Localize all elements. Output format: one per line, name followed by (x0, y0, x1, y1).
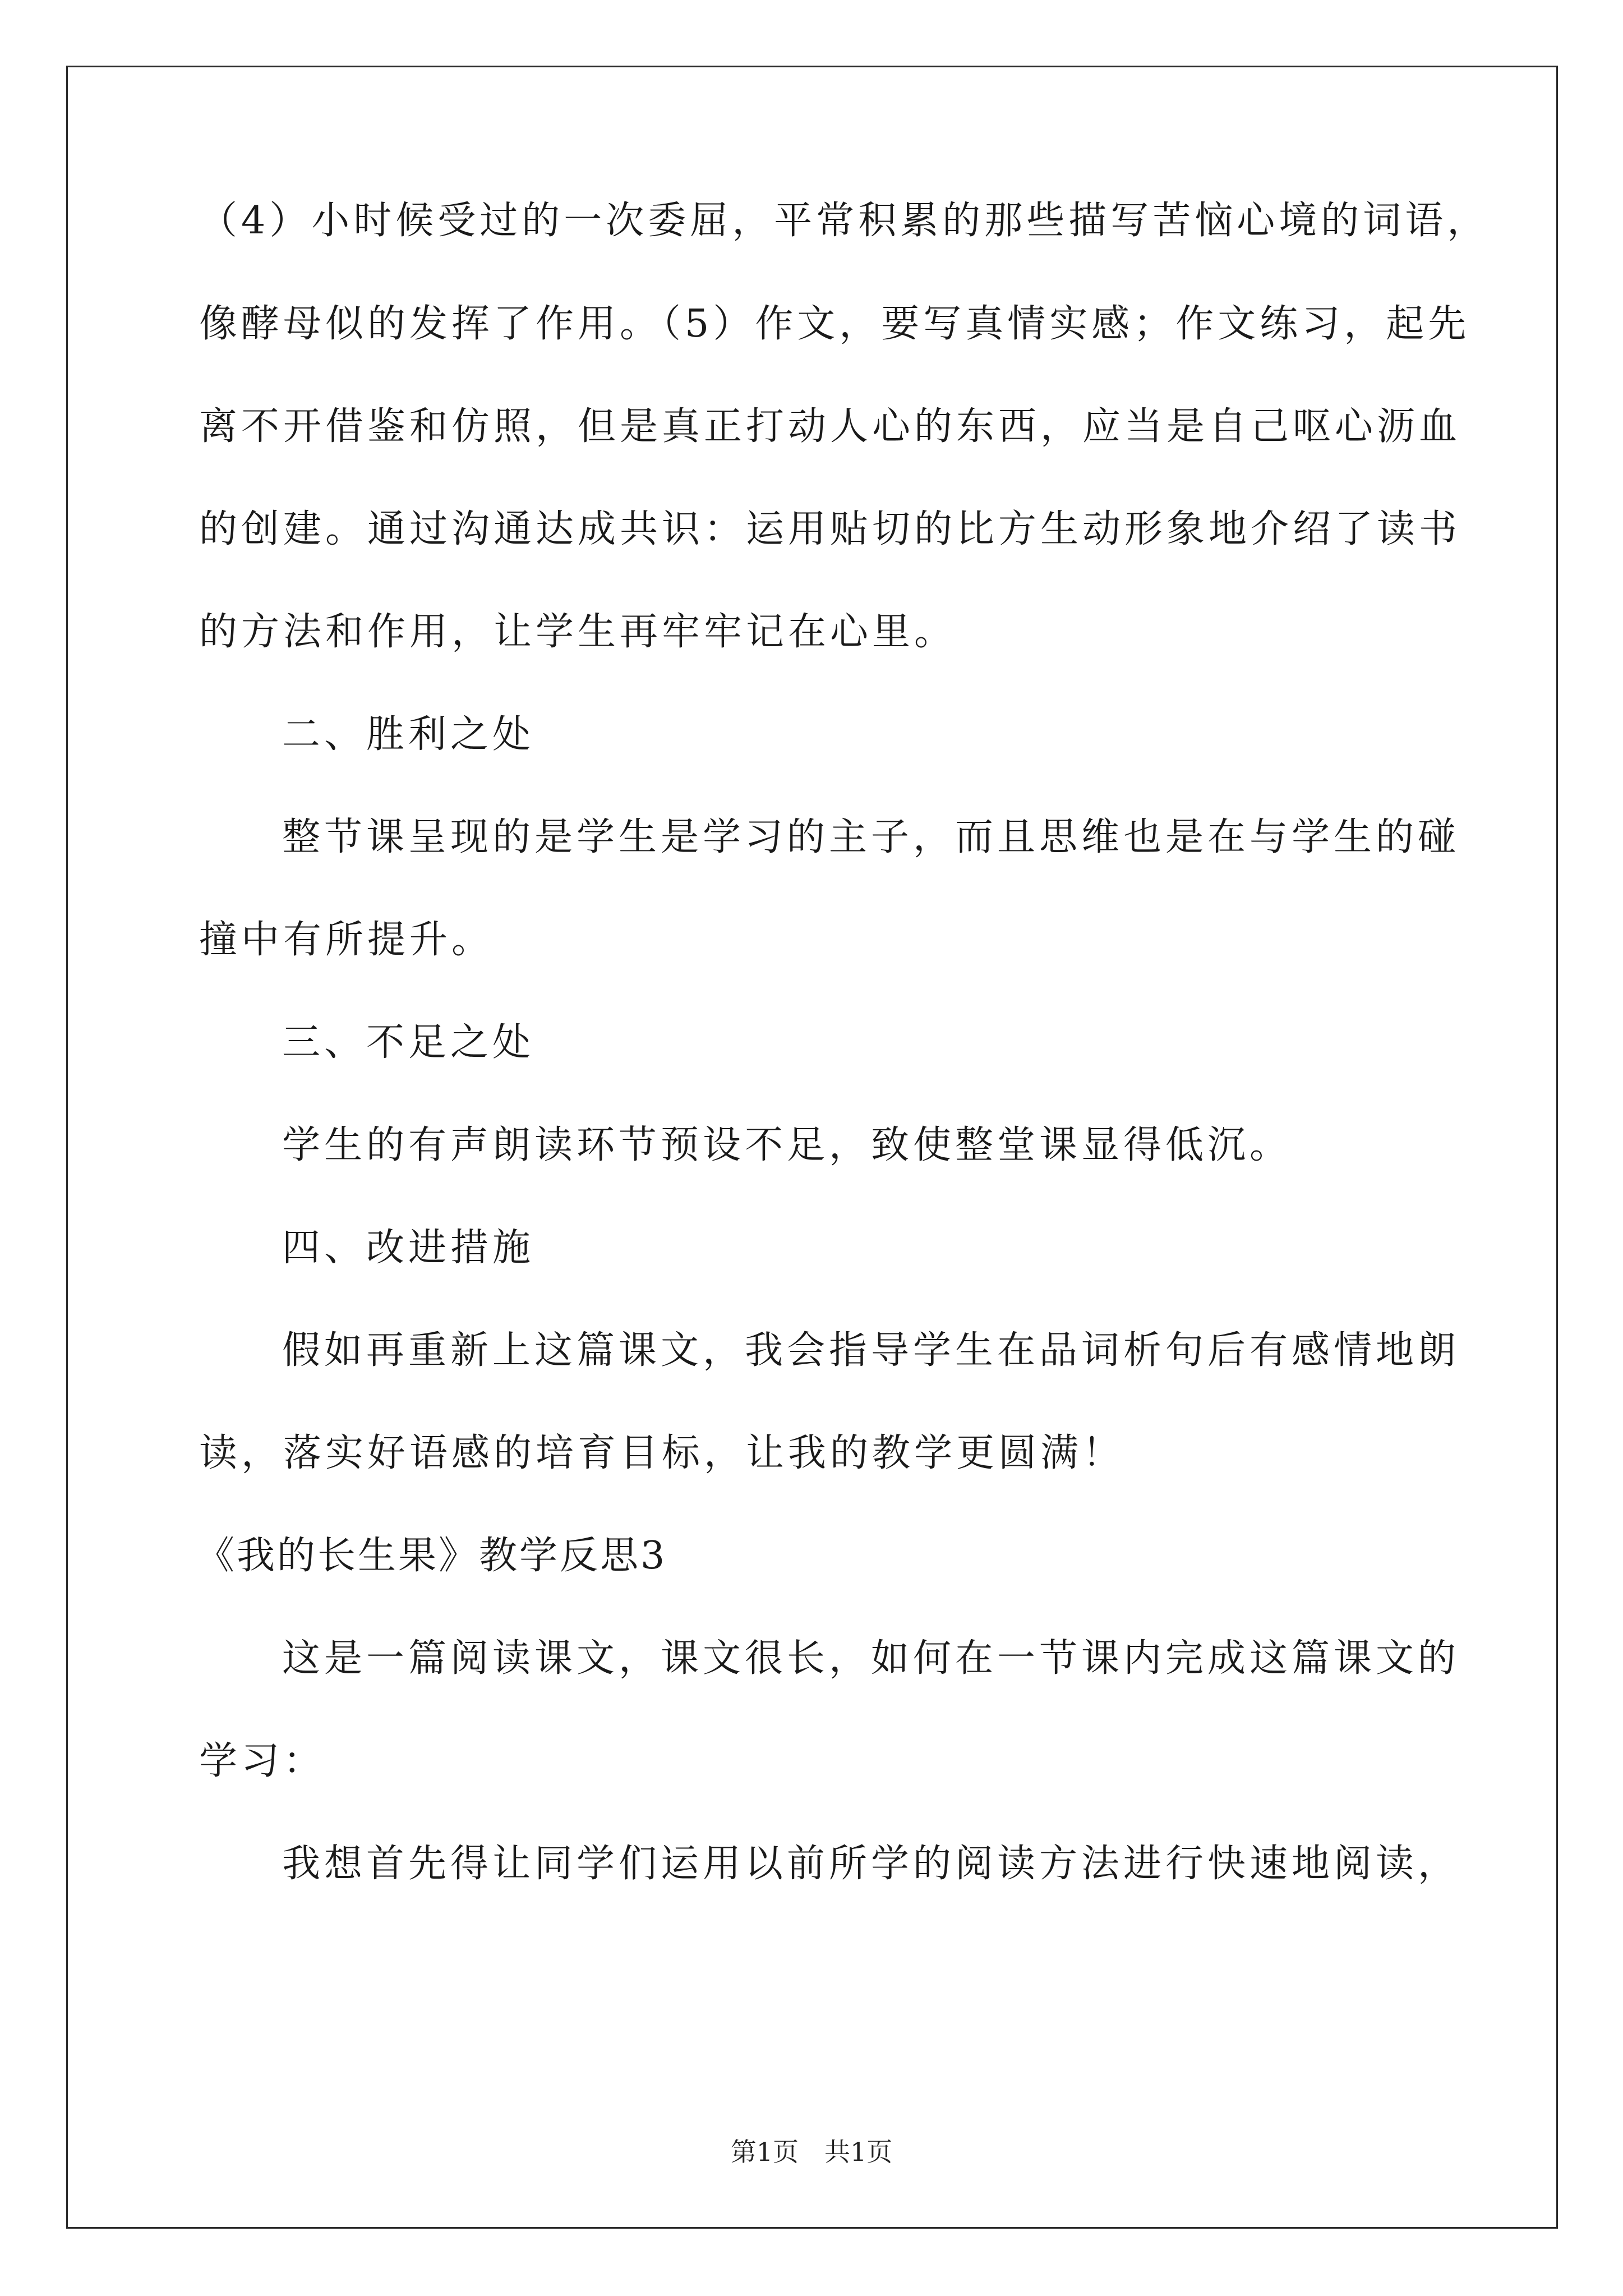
paragraph-line: 的方法和作用，让学生再牢牢记在心里。 (199, 610, 957, 654)
section-heading: 三、不足之处 (282, 1020, 535, 1065)
paragraph-line: 我想首先得让同学们运用以前所学的阅读方法进行快速地阅读， (282, 1842, 1460, 1886)
paragraph-line: 离不开借鉴和仿照，但是真正打动人心的东西，应当是自己呕心沥血 (199, 404, 1461, 449)
page-footer: 第1页 共1页 (730, 2137, 893, 2167)
paragraph-line: 的创建。通过沟通达成共识：运用贴切的比方生动形象地介绍了读书 (199, 507, 1461, 551)
article-title: 《我的长生果》教学反思3 (196, 1534, 667, 1578)
paragraph-line: 整节课呈现的是学生是学习的主子，而且思维也是在与学生的碰 (282, 815, 1460, 859)
paragraph-line: （4）小时候受过的一次委屈，平常积累的那些描写苦恼心境的词语， (199, 199, 1490, 243)
section-heading: 二、胜利之处 (282, 712, 535, 757)
paragraph-line: 读，落实好语感的培育目标，让我的教学更圆满！ (199, 1431, 1125, 1475)
section-heading: 四、改进措施 (282, 1226, 535, 1270)
paragraph-line: 学生的有声朗读环节预设不足，致使整堂课显得低沉。 (282, 1123, 1292, 1167)
paragraph-line: 像酵母似的发挥了作用。（5）作文，要写真情实感；作文练习，起先 (199, 302, 1470, 346)
paragraph-line: 这是一篇阅读课文，课文很长，如何在一节课内完成这篇课文的 (282, 1636, 1460, 1681)
paragraph-line: 撞中有所提升。 (199, 918, 494, 962)
paragraph-line: 学习： (199, 1739, 326, 1783)
paragraph-line: 假如再重新上这篇课文，我会指导学生在品词析句后有感情地朗 (282, 1328, 1460, 1373)
